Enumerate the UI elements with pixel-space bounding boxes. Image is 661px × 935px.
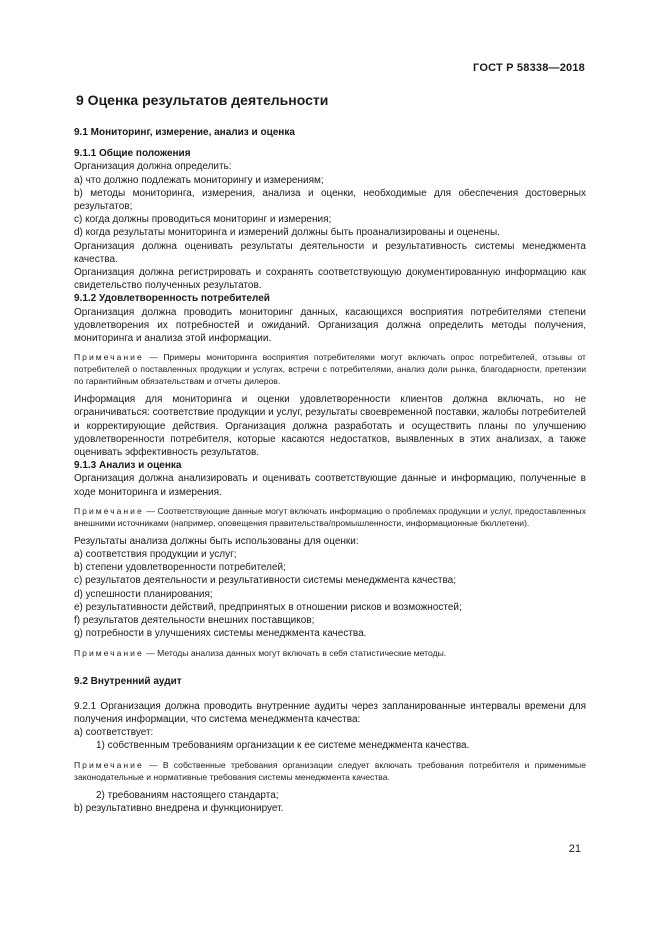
list-item: a) соответствует: [74,727,154,739]
note [74,759,586,783]
paragraph: Результаты анализа должны быть использованы для оценки: [74,535,359,547]
paragraph: Организация должна определить: [74,161,232,173]
document-body [74,90,586,815]
heading-9-1-1: 9.1.1 Общие положения [74,148,191,160]
paragraph: 9.2.1 Организация должна проводить внутренние аудиты через запланированные интервалы времени для получения информации, что система менеджмента качества: [74,700,586,725]
note-label: Примечание [74,647,144,658]
list-item: c) результатов деятельности и результативности системы менеджмента качества; [74,575,457,587]
note [74,647,586,659]
page-number: 21 [568,843,581,855]
paragraph: Организация должна анализировать и оценивать соответствующие данные и информацию, полученные в ходе мониторинга и измерения. [74,473,586,498]
note-label: Примечание [74,759,144,770]
list-item: a) что должно подлежать мониторингу и измерениям; [74,174,324,186]
heading-9-1-2: 9.1.2 Удовлетворенность потребителей [74,293,270,305]
note-text: — Соответствующие данные могут включать информацию о проблемах продукции и услуг, предоставленных внешними источниками (например, оповещения правительства/промышленности, информационные бюллетени). [74,505,586,528]
list-item: g) потребности в улучшениях системы менеджмента качества. [74,628,367,640]
paragraph: Организация должна проводить мониторинг данных, касающихся восприятия потребителями степени удовлетворения их потребностей и ожиданий. Организация должна определить методы получения, мониторинга и анализа этой информации. [74,306,586,345]
list-item: f) результатов деятельности внешних поставщиков; [74,615,315,627]
list-item: d) когда результаты мониторинга и измерений должны быть проанализированы и оценены. [74,227,500,239]
note [74,505,586,529]
list-item: b) степени удовлетворенности потребителей; [74,562,286,574]
paragraph: Информация для мониторинга и оценки удовлетворенности клиентов должна включать, но не ограничиваться: соответствие продукции и услуг, результаты своевременной поставки, жалобы потребителей и корректирующие действия. Организация должна разработать и осуществить планы по улучшению удовлетворенности потребителя, которые касаются недостатков, выявленных в этих анализах, а также оценивать эффективность результатов. [74,394,586,459]
list-item: d) успешности планирования; [74,588,213,600]
standard-header: ГОСТ Р 58338—2018 [473,62,585,74]
note-label: Примечание [74,352,144,363]
section-title: 9 Оценка результатов деятельности [76,92,329,108]
heading-9-1-3: 9.1.3 Анализ и оценка [74,460,182,472]
paragraph: Организация должна оценивать результаты деятельности и результативность системы менеджмента качества. [74,240,586,265]
note-text: — В собственные требования организации следует включать требования потребителя и применимые законодательные и нормативные требования системы менеджмента качества. [74,759,586,782]
list-item: 2) требованиям настоящего стандарта; [96,789,279,801]
list-item: 1) собственным требованиям организации к ее системе менеджмента качества. [96,740,470,752]
list-item: e) результативности действий, предпринятых в отношении рисков и возможностей; [74,601,462,613]
note-text: — Примеры мониторинга восприятия потребителями могут включать опрос потребителей, отзывы от потребителей о поставленных продукции и услугах, встречи с потребителями, анализ доли рынка, благодарности, претензии по гарантийным обязательствам и отчеты дилеров. [74,352,586,387]
heading-9-2: 9.2 Внутренний аудит [74,675,182,687]
list-item: b) методы мониторинга, измерения, анализа и оценки, необходимые для обеспечения достоверных результатов; [74,187,586,213]
list-item: a) соответствия продукции и услуг; [74,549,237,561]
paragraph: Организация должна регистрировать и сохранять соответствующую документированную информацию как свидетельство полученных результатов. [74,267,586,292]
list-item: c) когда должны проводиться мониторинг и измерения; [74,214,332,226]
list-item: b) результативно внедрена и функционирует. [74,802,284,814]
heading-9-1: 9.1 Мониторинг, измерение, анализ и оценка [74,127,295,138]
note-label: Примечание [74,505,144,516]
note-text: — Методы анализа данных могут включать в себя статистические методы. [143,647,447,658]
note [74,351,586,387]
